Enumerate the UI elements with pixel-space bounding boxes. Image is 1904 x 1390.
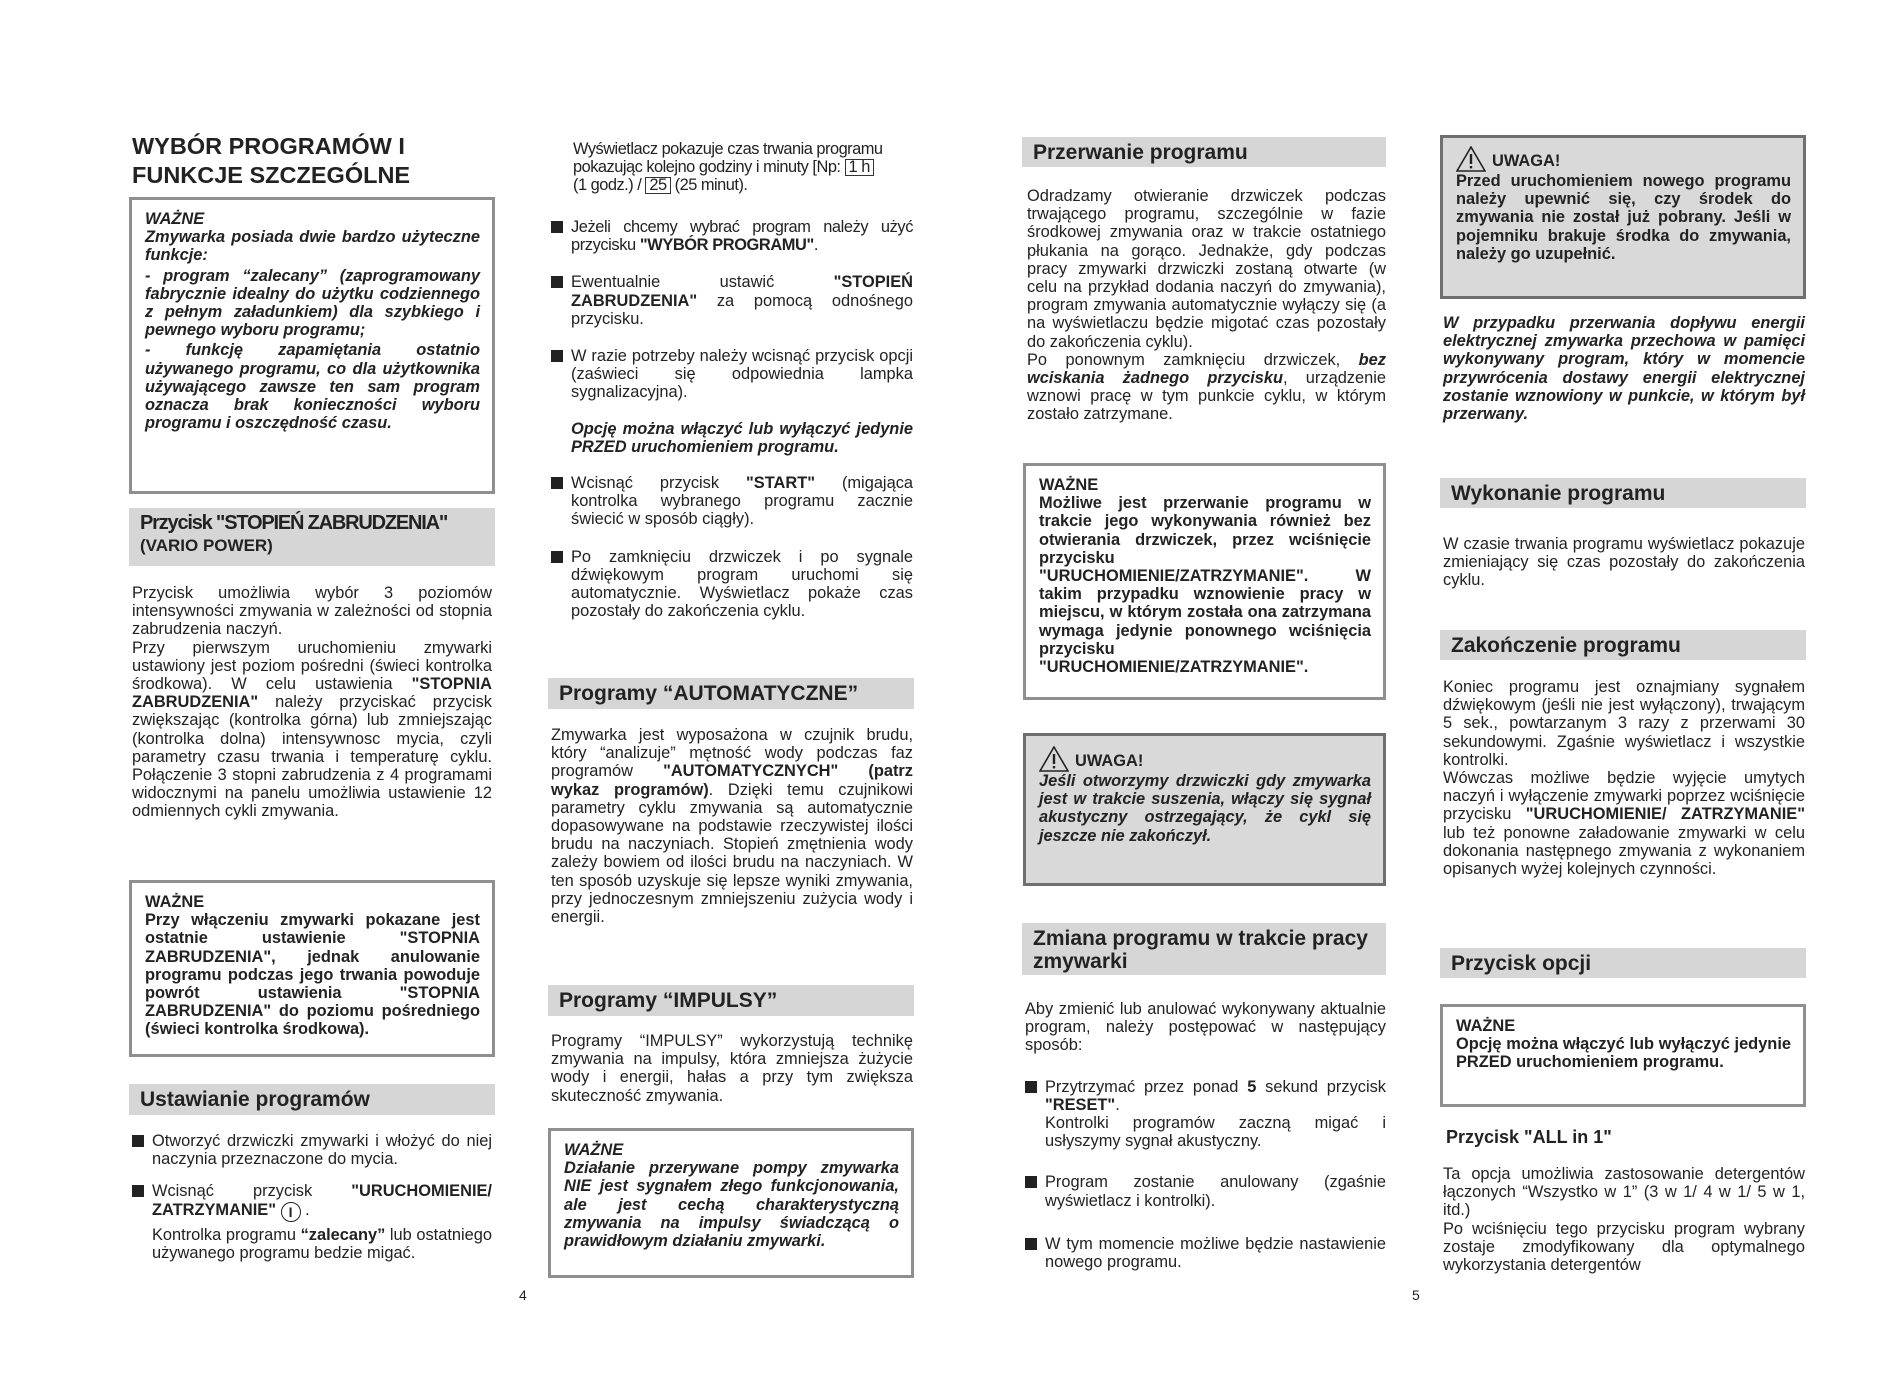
bullet-square-icon	[551, 221, 563, 233]
important-line: Zmywarka posiada dwie bardzo użyteczne funkcje:	[145, 228, 480, 265]
important-heading: WAŻNE	[145, 893, 205, 911]
warning-heading: UWAGA!	[1039, 746, 1371, 772]
section-header-automatic: Programy “AUTOMATYCZNE”	[548, 678, 914, 709]
important-text: Działanie przerywane pompy zmywarka NIE jest sygnałem złego funkcjonowania, ale jest cechą charakterystyczną zmywania na impulsy świadczącą o prawidłowym działaniu zmywarki.	[564, 1159, 899, 1251]
display-note: Wyświetlacz pokazuje czas trwania programu pokazując kolejno godziny i minuty [Np: 1 h (1 godz.) / 25 (25 minut).	[573, 140, 883, 195]
soil-level-text	[132, 584, 492, 821]
list-item: W tym momencie możliwe będzie nastawienie nowego programu.	[1025, 1235, 1386, 1271]
important-box-pump	[548, 1128, 914, 1278]
important-text: Opcję można włączyć lub wyłączyć jedynie PRZED uruchomieniem programu.	[1456, 1035, 1791, 1072]
section-header-change: Zmiana programu w trakcie pracy zmywarki	[1022, 923, 1386, 975]
list-item: Program zostanie anulowany (zgaśnie wyświetlacz i kontrolki).	[1025, 1173, 1386, 1209]
page-number-right: 5	[1412, 1287, 1420, 1303]
section-header-soil-level	[129, 508, 495, 566]
bullet-square-icon	[132, 1185, 144, 1197]
important-box-interrupt	[1023, 463, 1386, 700]
bullet-square-icon	[551, 477, 563, 489]
section-header-option: Przycisk opcji	[1440, 948, 1806, 978]
list-item: W razie potrzeby należy wcisnąć przycisk opcji (zaświeci się odpowiednia lampka sygnalizacyjna).	[551, 347, 913, 402]
important-box-soil-reset	[129, 880, 495, 1057]
allin1-heading: Przycisk "ALL in 1"	[1446, 1127, 1612, 1147]
important-line: - funkcję zapamiętania ostatnio używanego programu, co dla użytkownika używającego zawsze ten sam program oznacza brak konieczności wyboru programu i oszczędność czasu.	[145, 341, 480, 433]
bullet-square-icon	[551, 350, 563, 362]
bullet-square-icon	[551, 551, 563, 563]
paragraph: Przycisk umożliwia wybór 3 poziomów intensywności zmywania w zależności od stopnia zabrudzenia naczyń.	[132, 584, 492, 639]
paragraph: Przy pierwszym uruchomieniu zmywarki ustawiony jest poziom pośredni (świeci kontrolka środkowa). W celu ustawienia "STOPNIA ZABRUDZENIA" należy przyciskać przycisk zwiększając (kontrolka górna) lub zmniejszając (kontrolka dolna) intensywnosc mycia, czyli parametry czasu trwania i temperaturę cyklu. Połączenie 3 stopni zabrudzenia z 4 programami widocznymi na panelu umożliwia ustawienie 12 odmiennych cykli zmywania.	[132, 638, 492, 821]
important-box-option	[1440, 1004, 1806, 1107]
interrupt-text: Odradzamy otwieranie drzwiczek podczas trwającego programu, szczególnie w fazie środkowej zmywania oraz w trakcie ostatniego płukania na gorąco. Jednakże, gdy podczas pracy zmywarki drzwiczki zostaną otwarte (w celu na przykład dodania naczyń do zmywania), program zmywania automatycznie wyłączy się (a na wyświetlaczu będzie migotać czas pozostały do zakończenia cyklu). Po ponownym zamknięciu drzwiczek, bez wciskania żadnego przycisku, urządzenie wznowi pracę w tym punkcie cyklu, w którym zostało zatrzymane.	[1027, 187, 1386, 424]
important-heading: WAŻNE	[145, 210, 205, 228]
impulse-text: Programy “IMPULSY” wykorzystują technikę zmywania na impulsy, która zmniejsza żużycie wody i energii, hałas a przy tym zwiększa skuteczność zmywania.	[551, 1032, 913, 1105]
important-text: Możliwe jest przerwanie programu w trakcie jego wykonywania również bez otwierania drzwiczek, przez wciśnięcie przycisku "URUCHOMIENIE/ZATRZYMANIE". W takim przypadku wznowienie pracy w miejscu, w którym została ona zatrzymana wymaga jedynie ponownego wciśnięcia przycisku "URUCHOMIENIE/ZATRZYMANIE".	[1039, 494, 1371, 677]
list-item: Po zamknięciu drzwiczek i po sygnale dźwiękowym program uruchomi się automatycznie. Wyświetlacz pokaże czas pozostały do zakończenia cyklu.	[551, 548, 913, 621]
important-text: Przy włączeniu zmywarki pokazane jest ostatnie ustawienie "STOPNIA ZABRUDZENIA", jednak anulowanie programu podczas jego trwania powoduje powrót ustawienia "STOPNIA ZABRUDZENIA" do poziomu pośredniego (świeci kontrolka środkowa).	[145, 911, 480, 1039]
list-item: Otworzyć drzwiczki zmywarki i włożyć do niej naczynia przeznaczone do mycia.	[132, 1132, 492, 1168]
automatic-text: Zmywarka jest wyposażona w czujnik brudu, który “analizuje” mętność wody podczas faz programów "AUTOMATYCZNYCH" (patrz wykaz programów). Dzięki temu czujnikowi parametry cyklu zmywania są automatycznie dopasowywane na podstawie rzeczywistej ilości brudu na naczyniach. Stopień zmętnienia wody zależy bowiem od ilości brudu na naczyniach. W ten sposób uzyskuje się lepsze wyniki zmywania, przy jednoczesnym zmniejszeniu zużycia wody i energii.	[551, 726, 913, 927]
section-header-impulse: Programy “IMPULSY”	[548, 985, 914, 1016]
page-title: WYBÓR PROGRAMÓW I FUNKCJE SZCZEGÓLNE	[132, 133, 411, 188]
section-header-end: Zakończenie programu	[1440, 630, 1806, 660]
display-hours-box: 1 h	[845, 159, 874, 176]
section-header-setting: Ustawianie programów	[129, 1084, 495, 1115]
power-button-icon: I	[281, 1202, 301, 1222]
display-minutes-box: 25	[645, 177, 670, 194]
warning-triangle-icon	[1039, 746, 1069, 772]
warning-triangle-icon	[1456, 146, 1486, 172]
bullet-square-icon	[551, 276, 563, 288]
setting-list	[132, 1132, 492, 1262]
bullet-square-icon	[1025, 1238, 1037, 1250]
warning-text: Przed uruchomieniem nowego programu należy upewnić się, czy środek do zmywania nie został już pobrany. Jeśli w pojemniku brakuje środka do zmywania, należy go uzupełnić.	[1456, 172, 1791, 263]
important-box-functions	[129, 197, 495, 494]
warning-text: Jeśli otworzymy drzwiczki gdy zmywarka jest w trakcie suszenia, włączy się sygnał akustyczny ostrzegający, że cykl się jeszcze nie zakończył.	[1039, 772, 1371, 845]
bullet-square-icon	[132, 1135, 144, 1147]
power-failure-note: W przypadku przerwania dopływu energii elektrycznej zmywarka przechowa w pamięci wykonywany program, który w momencie przywrócenia dostawy energii elektrycznej zostanie wznowiony w punkcie, w którym był przerwany.	[1443, 314, 1805, 424]
list-item: Przytrzymać przez ponad 5 sekund przycisk "RESET". Kontrolki programów zaczną migać i usłyszymy sygnał akustyczny.	[1025, 1078, 1386, 1151]
change-text: Aby zmienić lub anulować wykonywany aktualnie program, należy postępować w następujący sposób: Przytrzymać przez ponad 5 sekund przycisk "RESET". Kontrolki programów zaczną migać i usłyszymy sygnał akustyczny. Program zostanie anulowany (zgaśnie wyświetlacz i kontrolki). W tym momencie możliwe będzie nastawienie nowego programu.	[1025, 1000, 1386, 1272]
list-item: Ewentualnie ustawić "STOPIEŃ ZABRUDZENIA" za pomocą odnośnego przycisku.	[551, 273, 913, 328]
section-header-interrupt: Przerwanie programu	[1022, 137, 1386, 167]
bullet-square-icon	[1025, 1176, 1037, 1188]
important-heading: WAŻNE	[564, 1141, 624, 1159]
execution-text: W czasie trwania programu wyświetlacz pokazuje zmieniający się czas pozostały do zakończenia cyklu.	[1443, 535, 1805, 590]
page-number-left: 4	[519, 1287, 527, 1303]
end-text: Koniec programu jest oznajmiany sygnałem dźwiękowym (jeśli nie jest wyłączony), trwającym 5 sek., powtarzanym 3 razy z przerwami 30 sekundowymi. Zgaśnie wyświetlacz i wszystkie kontrolki. Wówczas możliwe będzie wyjęcie umytych naczyń i wyłączenie zmywarki poprzez wciśnięcie przycisku "URUCHOMIENIE/ ZATRZYMANIE" lub też ponowne załadowanie zmywarki w celu dokonania następnego zmywania z wykonaniem opisanych wyżej kolejnych czynności.	[1443, 678, 1805, 879]
program-steps-list	[551, 218, 913, 620]
warning-heading: UWAGA!	[1456, 146, 1791, 172]
allin1-text: Ta opcja umożliwia zastosowanie detergentów łączonych “Wszystko w 1” (3 w 1/ 4 w 1/ 5 w 1, itd.) Po wciśnięciu tego przycisku program wybrany zostaje zmodyfikowany dla optymalnego wykorzystania detergentów	[1443, 1165, 1805, 1275]
important-heading: WAŻNE	[1456, 1017, 1516, 1035]
option-note: Opcję można włączyć lub wyłączyć jedynie PRZED uruchomieniem programu.	[571, 419, 913, 456]
warning-box-drying	[1023, 733, 1386, 886]
list-item: Wcisnąć przycisk "START" (migająca kontrolka wybranego programu zacznie świecić w sposób ciągły).	[551, 474, 913, 529]
list-item: Wcisnąć przycisk "URUCHOMIENIE/ ZATRZYMANIE" I . Kontrolka programu “zalecany” lub ostatniego używanego programu bedzie migać.	[132, 1182, 492, 1262]
important-line: - program “zalecany” (zaprogramowany fabrycznie idealny do użytku codziennego z pełnym załadunkiem) dla szybkiego i pewnego wyboru programu;	[145, 266, 480, 340]
section-header-title: Przycisk "STOPIEŃ ZABRUDZENIA"	[140, 512, 448, 534]
list-item: Jeżeli chcemy wybrać program należy użyć przycisku "WYBÓR PROGRAMU".	[551, 218, 913, 254]
warning-box-detergent	[1440, 135, 1806, 299]
important-heading: WAŻNE	[1039, 476, 1099, 494]
section-header-execution: Wykonanie programu	[1440, 478, 1806, 508]
section-header-subtitle: (VARIO POWER)	[140, 536, 273, 555]
bullet-square-icon	[1025, 1081, 1037, 1093]
